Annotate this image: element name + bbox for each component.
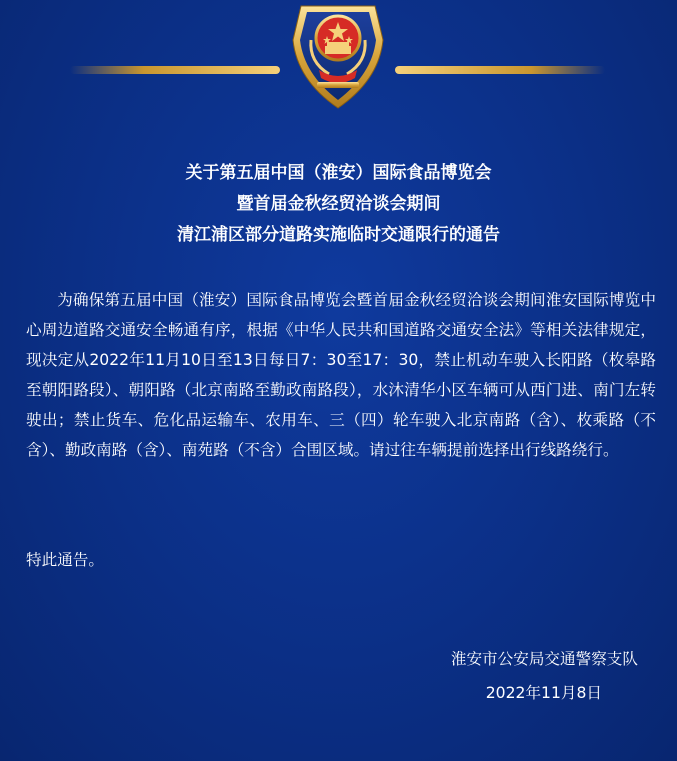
closing-text: 特此通告。	[26, 551, 104, 569]
gold-divider-right	[395, 66, 605, 74]
gold-divider-left	[70, 66, 280, 74]
title-line-2: 暨首届金秋经贸洽谈会期间	[236, 194, 441, 214]
police-badge-icon	[283, 0, 393, 112]
notice-title	[0, 158, 677, 251]
header-band	[0, 0, 677, 120]
notice-body: 为确保第五届中国（淮安）国际食品博览会暨首届金秋经贸洽谈会期间淮安国际博览中心周边道路交通安全畅通有序，根据《中华人民共和国道路交通安全法》等相关法律规定，现决定从2022年11月10日至13日每日7：30至17：30，禁止机动车驶入长阳路（枚皋路至朝阳路段）、朝阳路（北京南路至勤政南路段），水沐清华小区车辆可从西门进、南门左转驶出；禁止货车、危化品运输车、农用车、三（四）轮车驶入北京南路（含）、枚乘路（不含）、勤政南路（含）、南苑路（不含）合围区域。请过往车辆提前选择出行线路绕行。	[26, 291, 656, 459]
issuer-name: 淮安市公安局交通警察支队	[450, 650, 638, 668]
title-line-3: 清江浦区部分道路实施临时交通限行的通告	[177, 225, 500, 245]
signature-block	[0, 642, 638, 710]
issue-date: 2022年11月8日	[485, 684, 602, 702]
title-line-1: 关于第五届中国（淮安）国际食品博览会	[185, 163, 492, 183]
